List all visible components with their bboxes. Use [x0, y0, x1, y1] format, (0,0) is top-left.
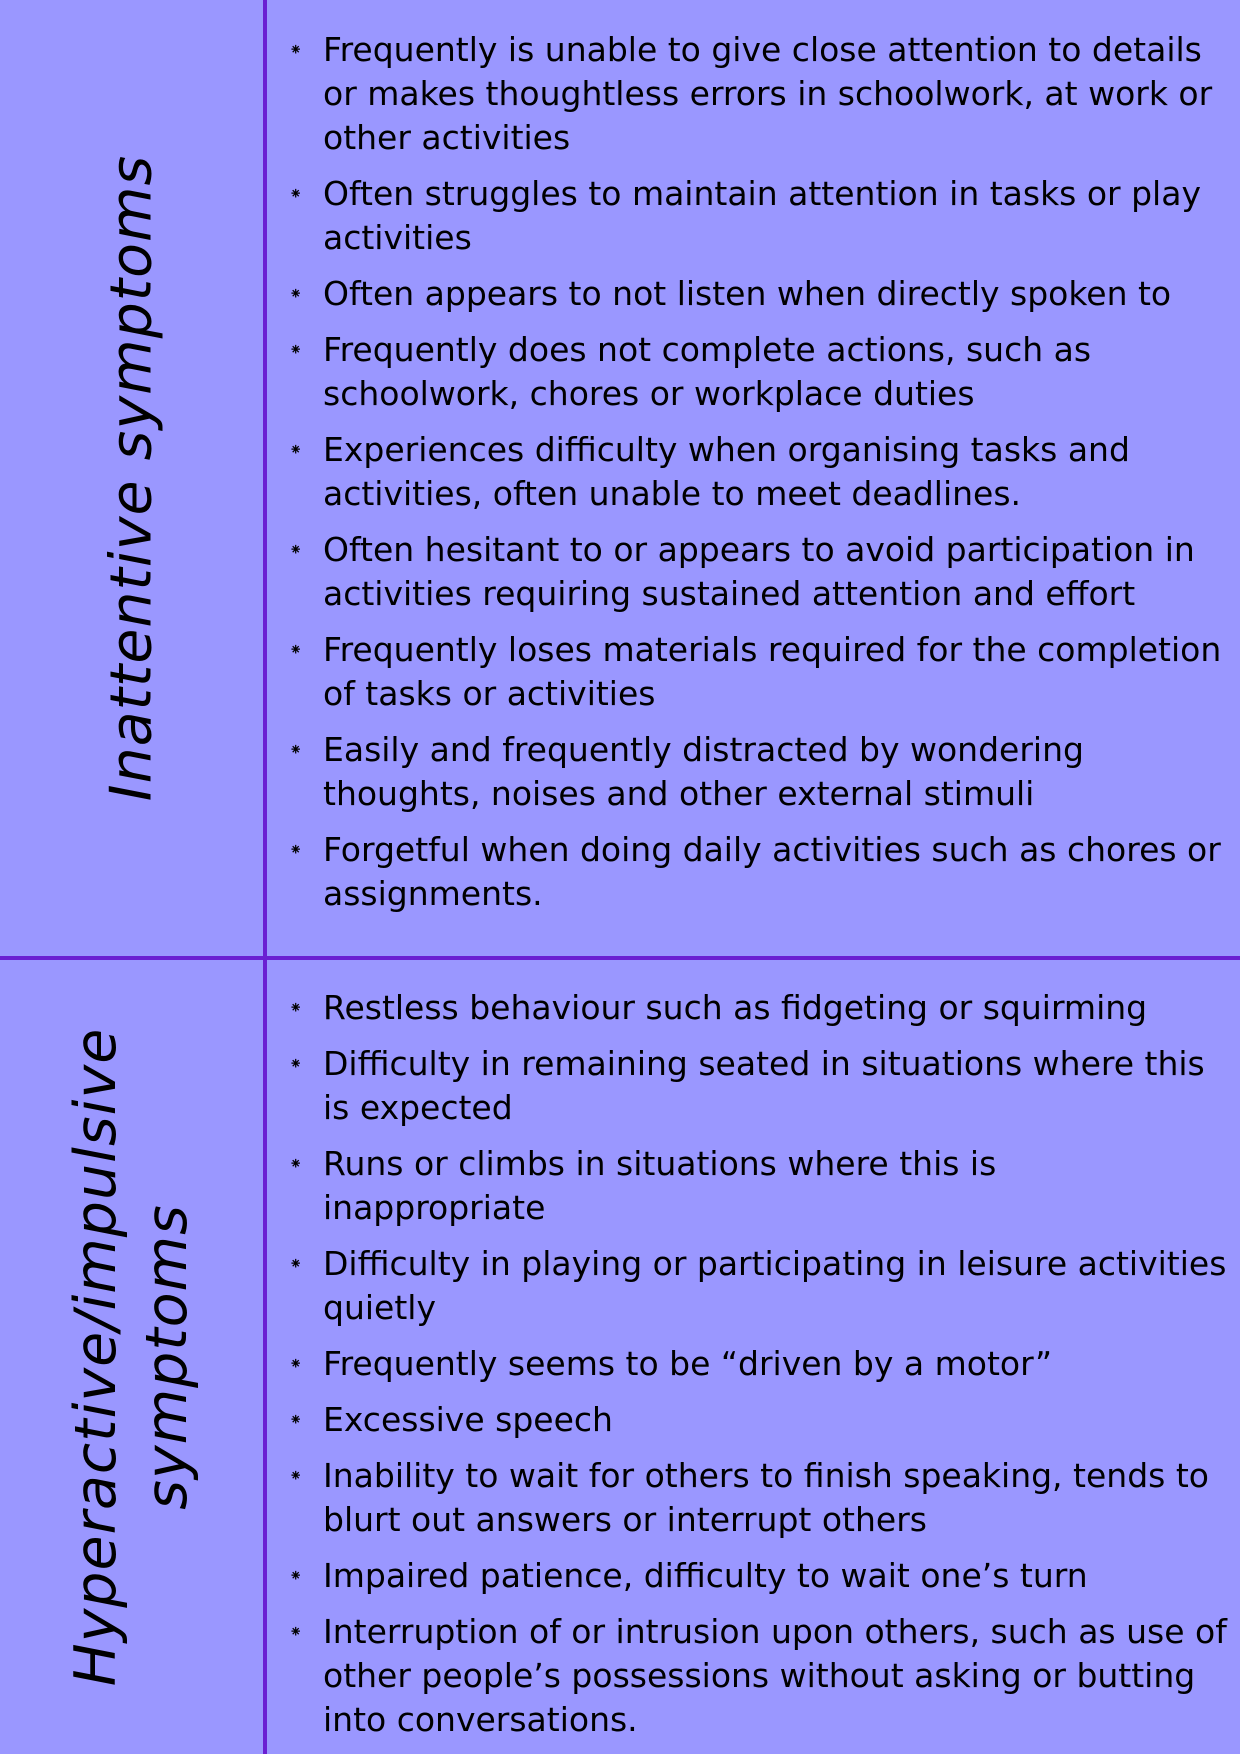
list-item-text: Interruption of or intrusion upon others, such as use of other people’s possessions without asking or butting into conversations.: [323, 1612, 1227, 1739]
list-item-text: Easily and frequently distracted by wondering thoughts, noises and other external stimuli: [323, 730, 1084, 813]
list-item: [289, 1398, 1228, 1442]
bullet-icon: ⁕: [289, 740, 303, 759]
list-item: [289, 328, 1228, 416]
list-item-text: Excessive speech: [323, 1400, 613, 1439]
bullet-icon: ⁕: [289, 1154, 303, 1173]
bullet-icon: ⁕: [289, 1254, 303, 1273]
list-item: [289, 1242, 1228, 1330]
bullet-icon: ⁕: [289, 640, 303, 659]
bullet-icon: ⁕: [289, 1622, 303, 1641]
list-item: [289, 428, 1228, 516]
list-item: [289, 528, 1228, 616]
list-item-text: Frequently is unable to give close attention to details or makes thoughtless errors in schoolwork, at work or other activities: [323, 30, 1213, 157]
bullet-icon: ⁕: [289, 840, 303, 859]
list-item-text: Runs or climbs in situations where this is inappropriate: [323, 1144, 997, 1227]
list-item-text: Often hesitant to or appears to avoid participation in activities requiring sustained attention and effort: [323, 530, 1195, 613]
list-item-text: Impaired patience, difficulty to wait one’s turn: [323, 1556, 1088, 1595]
list-item-text: Restless behaviour such as fidgeting or squirming: [323, 988, 1148, 1027]
bullet-icon: ⁕: [289, 998, 303, 1017]
list-item-text: Experiences difficulty when organising tasks and activities, often unable to meet deadlines.: [323, 430, 1130, 513]
list-item: [289, 1142, 1228, 1230]
list-item: [289, 272, 1228, 316]
list-item-text: Inability to wait for others to finish speaking, tends to blurt out answers or interrupt others: [323, 1456, 1209, 1539]
bullet-icon: ⁕: [289, 184, 303, 203]
list-item: [289, 1454, 1228, 1542]
bullet-icon: ⁕: [289, 40, 303, 59]
list-item-text: Often appears to not listen when directly spoken to: [323, 274, 1172, 313]
list-item-text: Frequently loses materials required for the completion of tasks or activities: [323, 630, 1222, 713]
bullet-icon: ⁕: [289, 1566, 303, 1585]
list-item-text: Frequently does not complete actions, such as schoolwork, chores or workplace duties: [323, 330, 1092, 413]
list-item-text: Often struggles to maintain attention in tasks or play activities: [323, 174, 1201, 257]
list-item: [289, 1610, 1228, 1742]
list-item: [289, 986, 1228, 1030]
hyperactive-heading: Hyperactive/impulsive symptoms: [62, 1027, 200, 1687]
list-item: [289, 28, 1228, 160]
bullet-icon: ⁕: [289, 540, 303, 559]
list-item: [289, 628, 1228, 716]
list-item: [289, 828, 1228, 916]
list-item-text: Frequently seems to be “driven by a motor”: [323, 1344, 1053, 1383]
hyperactive-symptom-list: [267, 986, 1240, 1754]
inattentive-symptom-list: [267, 28, 1240, 928]
bullet-icon: ⁕: [289, 440, 303, 459]
bullet-icon: ⁕: [289, 340, 303, 359]
list-item: [289, 1554, 1228, 1598]
bullet-icon: ⁕: [289, 284, 303, 303]
bullet-icon: ⁕: [289, 1466, 303, 1485]
list-item: [289, 1342, 1228, 1386]
list-item-text: Difficulty in remaining seated in situations where this is expected: [323, 1044, 1205, 1127]
bullet-icon: ⁕: [289, 1410, 303, 1429]
list-item: [289, 728, 1228, 816]
list-item-text: Forgetful when doing daily activities such as chores or assignments.: [323, 830, 1221, 913]
list-item: [289, 172, 1228, 260]
list-item: [289, 1042, 1228, 1130]
bullet-icon: ⁕: [289, 1054, 303, 1073]
inattentive-label-cell: [0, 0, 263, 956]
bullet-icon: ⁕: [289, 1354, 303, 1373]
inattentive-heading: Inattentive symptoms: [97, 154, 164, 802]
hyperactive-label-cell: [0, 960, 263, 1754]
list-item-text: Difficulty in playing or participating in leisure activities quietly: [323, 1244, 1227, 1327]
